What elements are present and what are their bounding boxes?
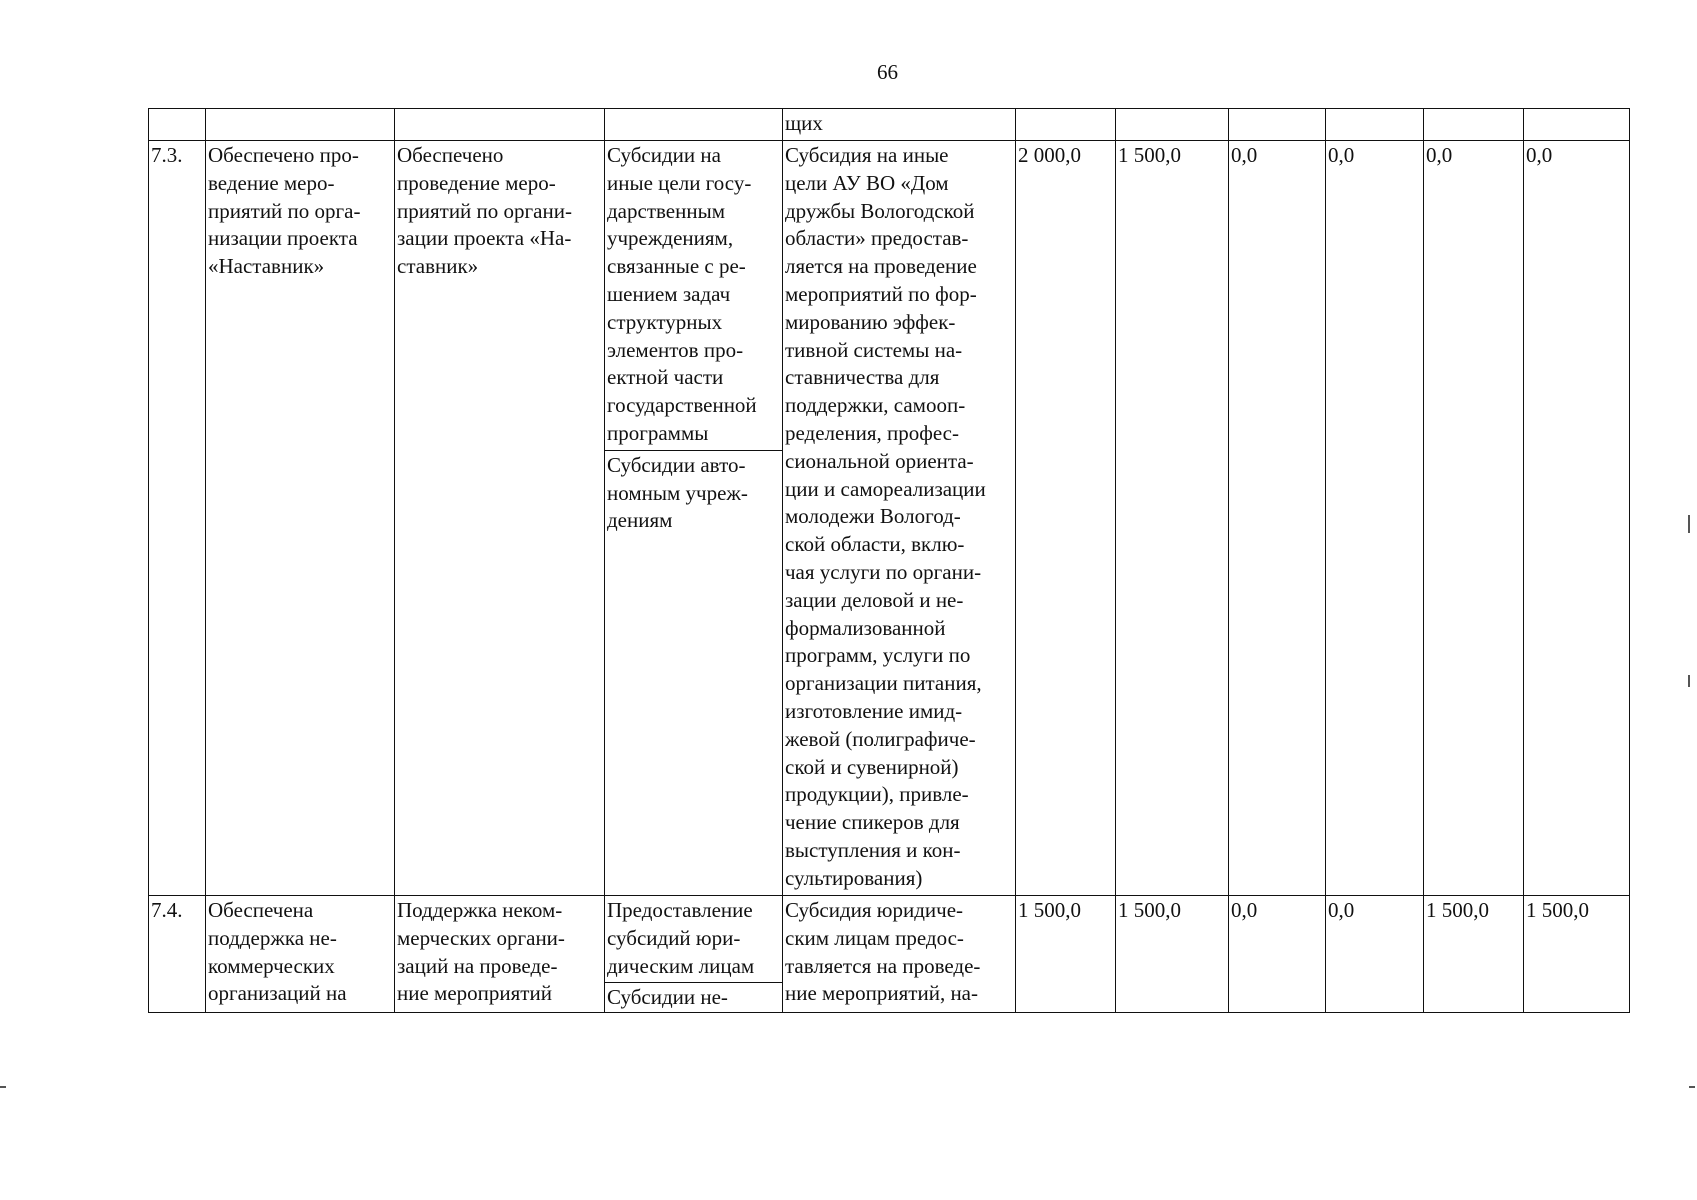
- text-line: элементов про-: [607, 337, 744, 362]
- text-line: Поддержка неком-: [397, 898, 563, 922]
- text-line: заций на проведе-: [397, 953, 558, 978]
- text-line: изготовление имид-: [785, 698, 963, 723]
- text-line: шением задач: [607, 281, 731, 306]
- text-line: мированию эффек-: [785, 309, 956, 334]
- text-line: Субсидии не-: [607, 985, 728, 1010]
- text-line: ставничества для: [785, 365, 940, 390]
- text-line: приятий по органи-: [397, 198, 572, 223]
- description-cell: [783, 896, 1016, 1013]
- text-line: Субсидии на: [607, 143, 721, 167]
- value-cell: 1 500,0: [1016, 896, 1116, 1013]
- text-line: коммерческих: [208, 953, 335, 978]
- text-line: Субсидии авто-: [607, 452, 746, 477]
- sub-block: [605, 897, 782, 983]
- text-line: продукции), привле-: [785, 782, 969, 807]
- event-cell: [395, 141, 605, 896]
- text-line: Обеспечено: [397, 143, 504, 167]
- text-line: зации деловой и не-: [785, 587, 964, 612]
- value-cell: 1 500,0: [1424, 896, 1524, 1013]
- text-line: структурных: [607, 309, 723, 334]
- sub-block: [607, 451, 781, 535]
- event-cell: [395, 896, 605, 1013]
- text-line: приятий по орга-: [208, 198, 361, 223]
- text-line: чая услуги по органи-: [785, 559, 982, 584]
- table-cell: [1016, 109, 1116, 141]
- text-line: дическим лицам: [607, 953, 755, 978]
- type-cell: [605, 896, 783, 1013]
- text-line: проведение меро-: [397, 170, 556, 195]
- text-line: выступления и кон-: [785, 837, 961, 862]
- text-line: Предоставление: [607, 898, 753, 922]
- value-cell: 0,0: [1424, 141, 1524, 896]
- text-line: жевой (полиграфиче-: [785, 726, 976, 751]
- text-line: связанные с ре-: [607, 254, 746, 279]
- text-line: мерческих органи-: [397, 925, 565, 950]
- text-line: организации питания,: [785, 671, 982, 696]
- value-cell: 0,0: [1229, 141, 1326, 896]
- text-line: ние мероприятий: [397, 981, 552, 1006]
- text-line: номным учреж-: [607, 480, 748, 505]
- text-line: ской области, вклю-: [785, 532, 965, 557]
- scan-edge-mark: [1688, 675, 1690, 687]
- table-cell: [1326, 109, 1424, 141]
- text-line: Субсидия юридиче-: [785, 898, 964, 922]
- type-cell: [605, 141, 783, 896]
- text-line: сультирования): [785, 865, 923, 890]
- text-line: низации проекта: [208, 226, 358, 251]
- text-line: организаций на: [208, 981, 347, 1006]
- row-number: 7.4.: [149, 896, 206, 1013]
- text-line: дарственным: [607, 198, 725, 223]
- sub-block: [605, 142, 782, 451]
- text-line: молодежи Вологод-: [785, 504, 961, 529]
- text-line: дениям: [607, 508, 673, 533]
- text-line: Субсидия на иные: [785, 143, 949, 167]
- text-line: учреждениям,: [607, 226, 734, 251]
- text-line: ектной части: [607, 365, 724, 390]
- text-line: формализованной: [785, 615, 946, 640]
- text-line: Обеспечено про-: [208, 143, 359, 167]
- text-line: дружбы Вологодской: [785, 198, 975, 223]
- text-line: мероприятий по фор-: [785, 281, 977, 306]
- value-cell: 0,0: [1229, 896, 1326, 1013]
- value-cell: 0,0: [1524, 141, 1630, 896]
- text-line: ским лицам предос-: [785, 925, 964, 950]
- text-line: поддержка не-: [208, 925, 337, 950]
- text-line: Обеспечена: [208, 898, 314, 922]
- text-line: субсидий юри-: [607, 925, 741, 950]
- page-number: 66: [877, 60, 898, 84]
- result-cell: [206, 896, 395, 1013]
- value-cell: 0,0: [1326, 141, 1424, 896]
- table-cell: [395, 109, 605, 141]
- text-line: зации проекта «На-: [397, 226, 572, 251]
- text-line: ставник»: [397, 254, 479, 279]
- row-number: 7.3.: [149, 141, 206, 896]
- table-cell: [206, 109, 395, 141]
- scan-edge-mark: [1689, 1086, 1695, 1088]
- scan-edge-mark: [1688, 515, 1690, 533]
- text-line: области» предостав-: [785, 226, 969, 251]
- scan-edge-mark: [0, 1086, 6, 1088]
- table-cell: [1424, 109, 1524, 141]
- value-cell: 1 500,0: [1116, 141, 1229, 896]
- text-line: ределения, профес-: [785, 420, 959, 445]
- text-line: цели АУ ВО «Дом: [785, 170, 949, 195]
- table-cell: [605, 109, 783, 141]
- description-cell: [783, 141, 1016, 896]
- continuation-row: [149, 109, 1630, 141]
- table-cell: щих: [783, 109, 1016, 141]
- text-line: сиональной ориента-: [785, 448, 974, 473]
- text-line: ведение меро-: [208, 170, 335, 195]
- table-cell: [1524, 109, 1630, 141]
- text-line: иные цели госу-: [607, 170, 752, 195]
- text-line: ской и сувенирной): [785, 754, 959, 779]
- text-line: ние мероприятий, на-: [785, 981, 978, 1006]
- result-cell: [206, 141, 395, 896]
- text-line: тавляется на проведе-: [785, 953, 981, 978]
- sub-block: [607, 983, 781, 1012]
- text-line: тивной системы на-: [785, 337, 963, 362]
- text-line: поддержки, самооп-: [785, 393, 966, 418]
- budget-table: [148, 108, 1630, 1013]
- value-cell: 1 500,0: [1524, 896, 1630, 1013]
- table-row: [149, 896, 1630, 1013]
- value-cell: 1 500,0: [1116, 896, 1229, 1013]
- value-cell: 2 000,0: [1016, 141, 1116, 896]
- table-cell: [149, 109, 206, 141]
- text-line: «Наставник»: [208, 254, 325, 279]
- text-line: чение спикеров для: [785, 810, 960, 835]
- text-line: ции и самореализации: [785, 476, 986, 501]
- table-cell: [1229, 109, 1326, 141]
- value-cell: 0,0: [1326, 896, 1424, 1013]
- text-line: государственной: [607, 393, 757, 418]
- text-line: программ, услуги по: [785, 643, 971, 668]
- table-row: [149, 141, 1630, 896]
- text-line: программы: [607, 420, 709, 445]
- table-cell: [1116, 109, 1229, 141]
- text-line: ляется на проведение: [785, 254, 977, 279]
